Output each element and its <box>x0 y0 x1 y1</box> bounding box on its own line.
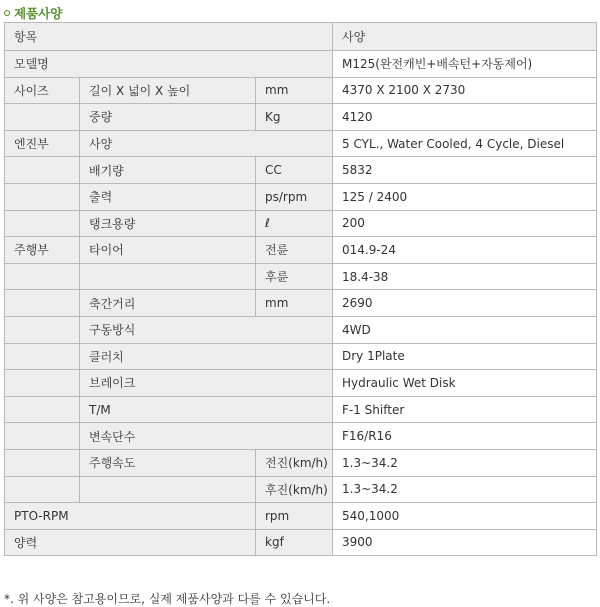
table-row <box>5 370 597 397</box>
row-unit: ℓ <box>256 210 333 237</box>
row-value: 2690 <box>333 290 597 317</box>
table-row <box>5 263 597 290</box>
spec-table <box>4 22 597 556</box>
table-row <box>5 503 597 530</box>
row-unit: mm <box>256 77 333 104</box>
row-item: 중량 <box>80 104 256 131</box>
row-item: 출력 <box>80 183 256 210</box>
row-item: 변속단수 <box>80 423 333 450</box>
footnote: *. 위 사양은 참고용이므로, 실제 제품사양과 다를 수 있습니다. <box>4 592 331 606</box>
row-value: 1.3~34.2 <box>333 449 597 476</box>
header-item: 항목 <box>5 23 333 51</box>
row-label: PTO-RPM <box>5 503 256 530</box>
row-group <box>5 157 80 184</box>
row-unit: CC <box>256 157 333 184</box>
row-group <box>5 343 80 370</box>
row-group: 사이즈 <box>5 77 80 104</box>
row-unit: ps/rpm <box>256 183 333 210</box>
row-unit: 후진(km/h) <box>256 476 333 503</box>
row-unit: mm <box>256 290 333 317</box>
row-group <box>5 476 80 503</box>
row-group: 주행부 <box>5 237 80 264</box>
row-item: 사양 <box>80 130 333 157</box>
row-group <box>5 370 80 397</box>
row-value: F-1 Shifter <box>333 396 597 423</box>
row-value: 540,1000 <box>333 503 597 530</box>
section-title-text: 제품사양 <box>14 6 63 21</box>
row-group <box>5 316 80 343</box>
row-value: 125 / 2400 <box>333 183 597 210</box>
table-row <box>5 316 597 343</box>
row-item: 축간거리 <box>80 290 256 317</box>
row-item: 탱크용량 <box>80 210 256 237</box>
table-row <box>5 237 597 264</box>
table-row <box>5 51 597 78</box>
row-item <box>80 263 256 290</box>
circle-bullet-icon <box>4 10 10 16</box>
table-row <box>5 157 597 184</box>
row-value: 200 <box>333 210 597 237</box>
table-row <box>5 104 597 131</box>
row-item: 클러치 <box>80 343 333 370</box>
row-value: Hydraulic Wet Disk <box>333 370 597 397</box>
table-header-row <box>5 23 597 51</box>
row-group <box>5 449 80 476</box>
row-item: T/M <box>80 396 333 423</box>
table-row <box>5 130 597 157</box>
table-row <box>5 210 597 237</box>
row-group <box>5 210 80 237</box>
row-group <box>5 290 80 317</box>
row-value: 5 CYL., Water Cooled, 4 Cycle, Diesel <box>333 130 597 157</box>
row-value: 5832 <box>333 157 597 184</box>
header-spec: 사양 <box>333 23 597 51</box>
row-value: 4120 <box>333 104 597 131</box>
row-unit: 전륜 <box>256 237 333 264</box>
row-value: M125(완전캐빈+배속턴+자동제어) <box>333 51 597 78</box>
row-value: 3900 <box>333 529 597 556</box>
row-group <box>5 423 80 450</box>
row-item <box>80 476 256 503</box>
row-unit: Kg <box>256 104 333 131</box>
table-row <box>5 343 597 370</box>
table-row <box>5 529 597 556</box>
table-row <box>5 476 597 503</box>
row-group <box>5 104 80 131</box>
row-group: 엔진부 <box>5 130 80 157</box>
row-value: Dry 1Plate <box>333 343 597 370</box>
row-unit: kgf <box>256 529 333 556</box>
table-row <box>5 423 597 450</box>
row-label: 양력 <box>5 529 256 556</box>
row-item: 구동방식 <box>80 316 333 343</box>
section-title <box>4 4 62 22</box>
table-row <box>5 449 597 476</box>
row-group <box>5 396 80 423</box>
row-value: 1.3~34.2 <box>333 476 597 503</box>
row-value: 4370 X 2100 X 2730 <box>333 77 597 104</box>
table-row <box>5 396 597 423</box>
row-group <box>5 183 80 210</box>
row-item: 타이어 <box>80 237 256 264</box>
row-value: 18.4-38 <box>333 263 597 290</box>
row-value: F16/R16 <box>333 423 597 450</box>
row-label: 모델명 <box>5 51 333 78</box>
row-item: 주행속도 <box>80 449 256 476</box>
row-value: 014.9-24 <box>333 237 597 264</box>
row-item: 브레이크 <box>80 370 333 397</box>
row-unit: 후륜 <box>256 263 333 290</box>
table-row <box>5 290 597 317</box>
table-row <box>5 183 597 210</box>
row-item: 길이 X 넓이 X 높이 <box>80 77 256 104</box>
row-item: 배기량 <box>80 157 256 184</box>
table-row <box>5 77 597 104</box>
row-group <box>5 263 80 290</box>
row-unit: 전진(km/h) <box>256 449 333 476</box>
row-value: 4WD <box>333 316 597 343</box>
row-unit: rpm <box>256 503 333 530</box>
